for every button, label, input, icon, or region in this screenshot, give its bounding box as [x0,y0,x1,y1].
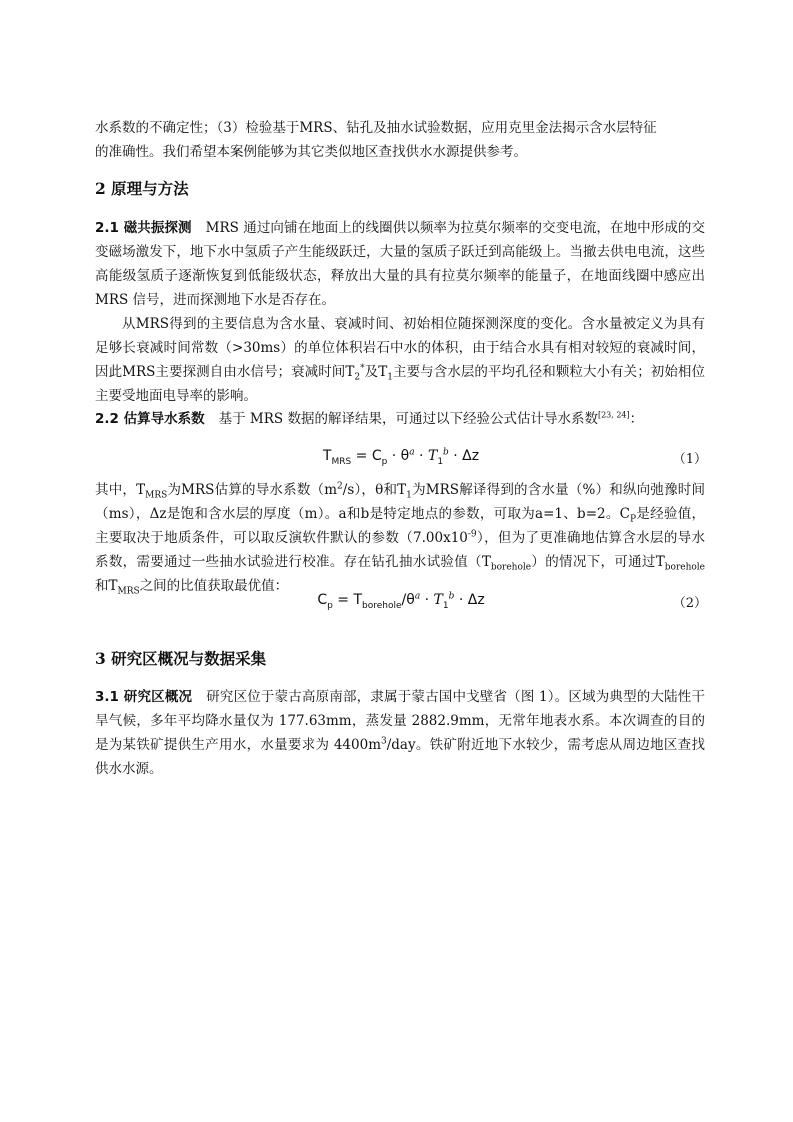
section-3-1-paragraph [95,685,705,781]
mrs-info-text-b: 及T [364,364,388,380]
section-3-1-body-tail: /day。铁矿附近地下水较少，需考虑从周边地区查找供水水源。 [95,737,705,777]
section-2-2-heading: 2.2 估算导水系数 [95,411,205,427]
t2-superscript: * [360,363,365,374]
section-3-1-body: 研究区位于蒙古高原南部，隶属于蒙古国中戈壁省（图 1）。区域为典型的大陆性干旱气候，多年平均降水量仅为 177.63mm，蒸发量 2882.9mm，无常年地表水系。本次调查的目的是为某铁矿提供生产用水，水量要求为 4400m [95,689,705,753]
equation-2 [95,592,707,618]
section-3-title: 3 研究区概况与数据采集 [95,649,267,668]
section-2-2-paragraph [95,407,705,431]
t1-subscript: 1 [387,372,393,383]
intro-line-1: 水系数的不确定性；（3）检验基于MRS、钻孔及抽水试验数据，应用克里金法揭示含水层特征 [95,120,657,136]
equation-1-number: （1） [672,452,707,467]
equation-1 [95,448,707,474]
section-2-2-body: 基于 MRS 数据的解译结果，可通过以下经验公式估计导水系数 [218,411,598,427]
section-2-1-body: MRS 通过向铺在地面上的线圈供以频率为拉莫尔频率的交变电流，在地中形成的交变磁场激发下，地下水中氢质子产生能级跃迁，大量的氢质子跃迁到高能级上。当撤去供电电流，这些高能级氢质子逐渐恢复到低能级状态，释放出大量的具有拉莫尔频率的能量子，在地面线圈中感应出 MRS 信号，进而探测地下水是否存在。 [95,220,705,308]
section-2-1-heading: 2.1 磁共振探测 [95,220,192,236]
mrs-info-text-a: 从MRS得到的主要信息为含水量、衰减时间、初始相位随探测深度的变化。含水量被定义为具有足够长衰减时间常数（>30ms）的单位体积岩石中水的体积，由于结合水具有相对较短的衰减时间，因此MRS主要探测自由水信号；衰减时间T [95,316,705,380]
cubic-superscript: 3 [381,736,387,747]
section-2-2-tail: ： [629,411,644,427]
intro-paragraph [95,116,705,164]
mrs-info-paragraph [95,312,705,408]
equation-2-formula: $C_p = T_{borehole}/\theta^a \cdot T_1^b \cdot \Delta z$ [317,591,485,611]
equation-2-number: （2） [672,596,707,611]
section-2-1-paragraph [95,216,705,312]
section-2-title: 2 原理与方法 [95,179,189,198]
intro-line-2: 的准确性。我们希望本案例能够为其它类似地区查找供水水源提供参考。 [95,144,527,160]
equation-1-explanation: 其中，$T_{MRS}$为MRS估算的导水系数$(m^2/s)$，θ和$T_1$为MRS解译得到的含水量（%）和纵向弛豫时间（ms），Δz是饱和含水层的厚度（m）。a和b是特定地点的参数，可取为a=1、b=2。$C_P$是经验值，主要取决于地质条件，可以取反演软件默认的参数$(7.00x10^{-9})$，但为了更准确地估算含水层的导水系数，需要通过一些抽水试验进行校准。存在钻孔抽水试验值$(T_{borehole})$的情况下，可通过$T_{borehole}$和$T_{MRS}$之间的比值获取最优值： [95,481,706,597]
t2-subscript: 2 [354,372,361,383]
mrs-info-text-c: 主要与含水层的平均孔径和颗粒大小有关；初始相位主要受地面电导率的影响。 [95,364,705,404]
citation-ref: [23, 24] [597,410,630,420]
equation-1-formula: $T_{MRS} = C_p \cdot \theta^a \cdot T_1^b \cdot \Delta z$ [322,447,480,467]
section-3-1-heading: 3.1 研究区概况 [95,689,193,705]
